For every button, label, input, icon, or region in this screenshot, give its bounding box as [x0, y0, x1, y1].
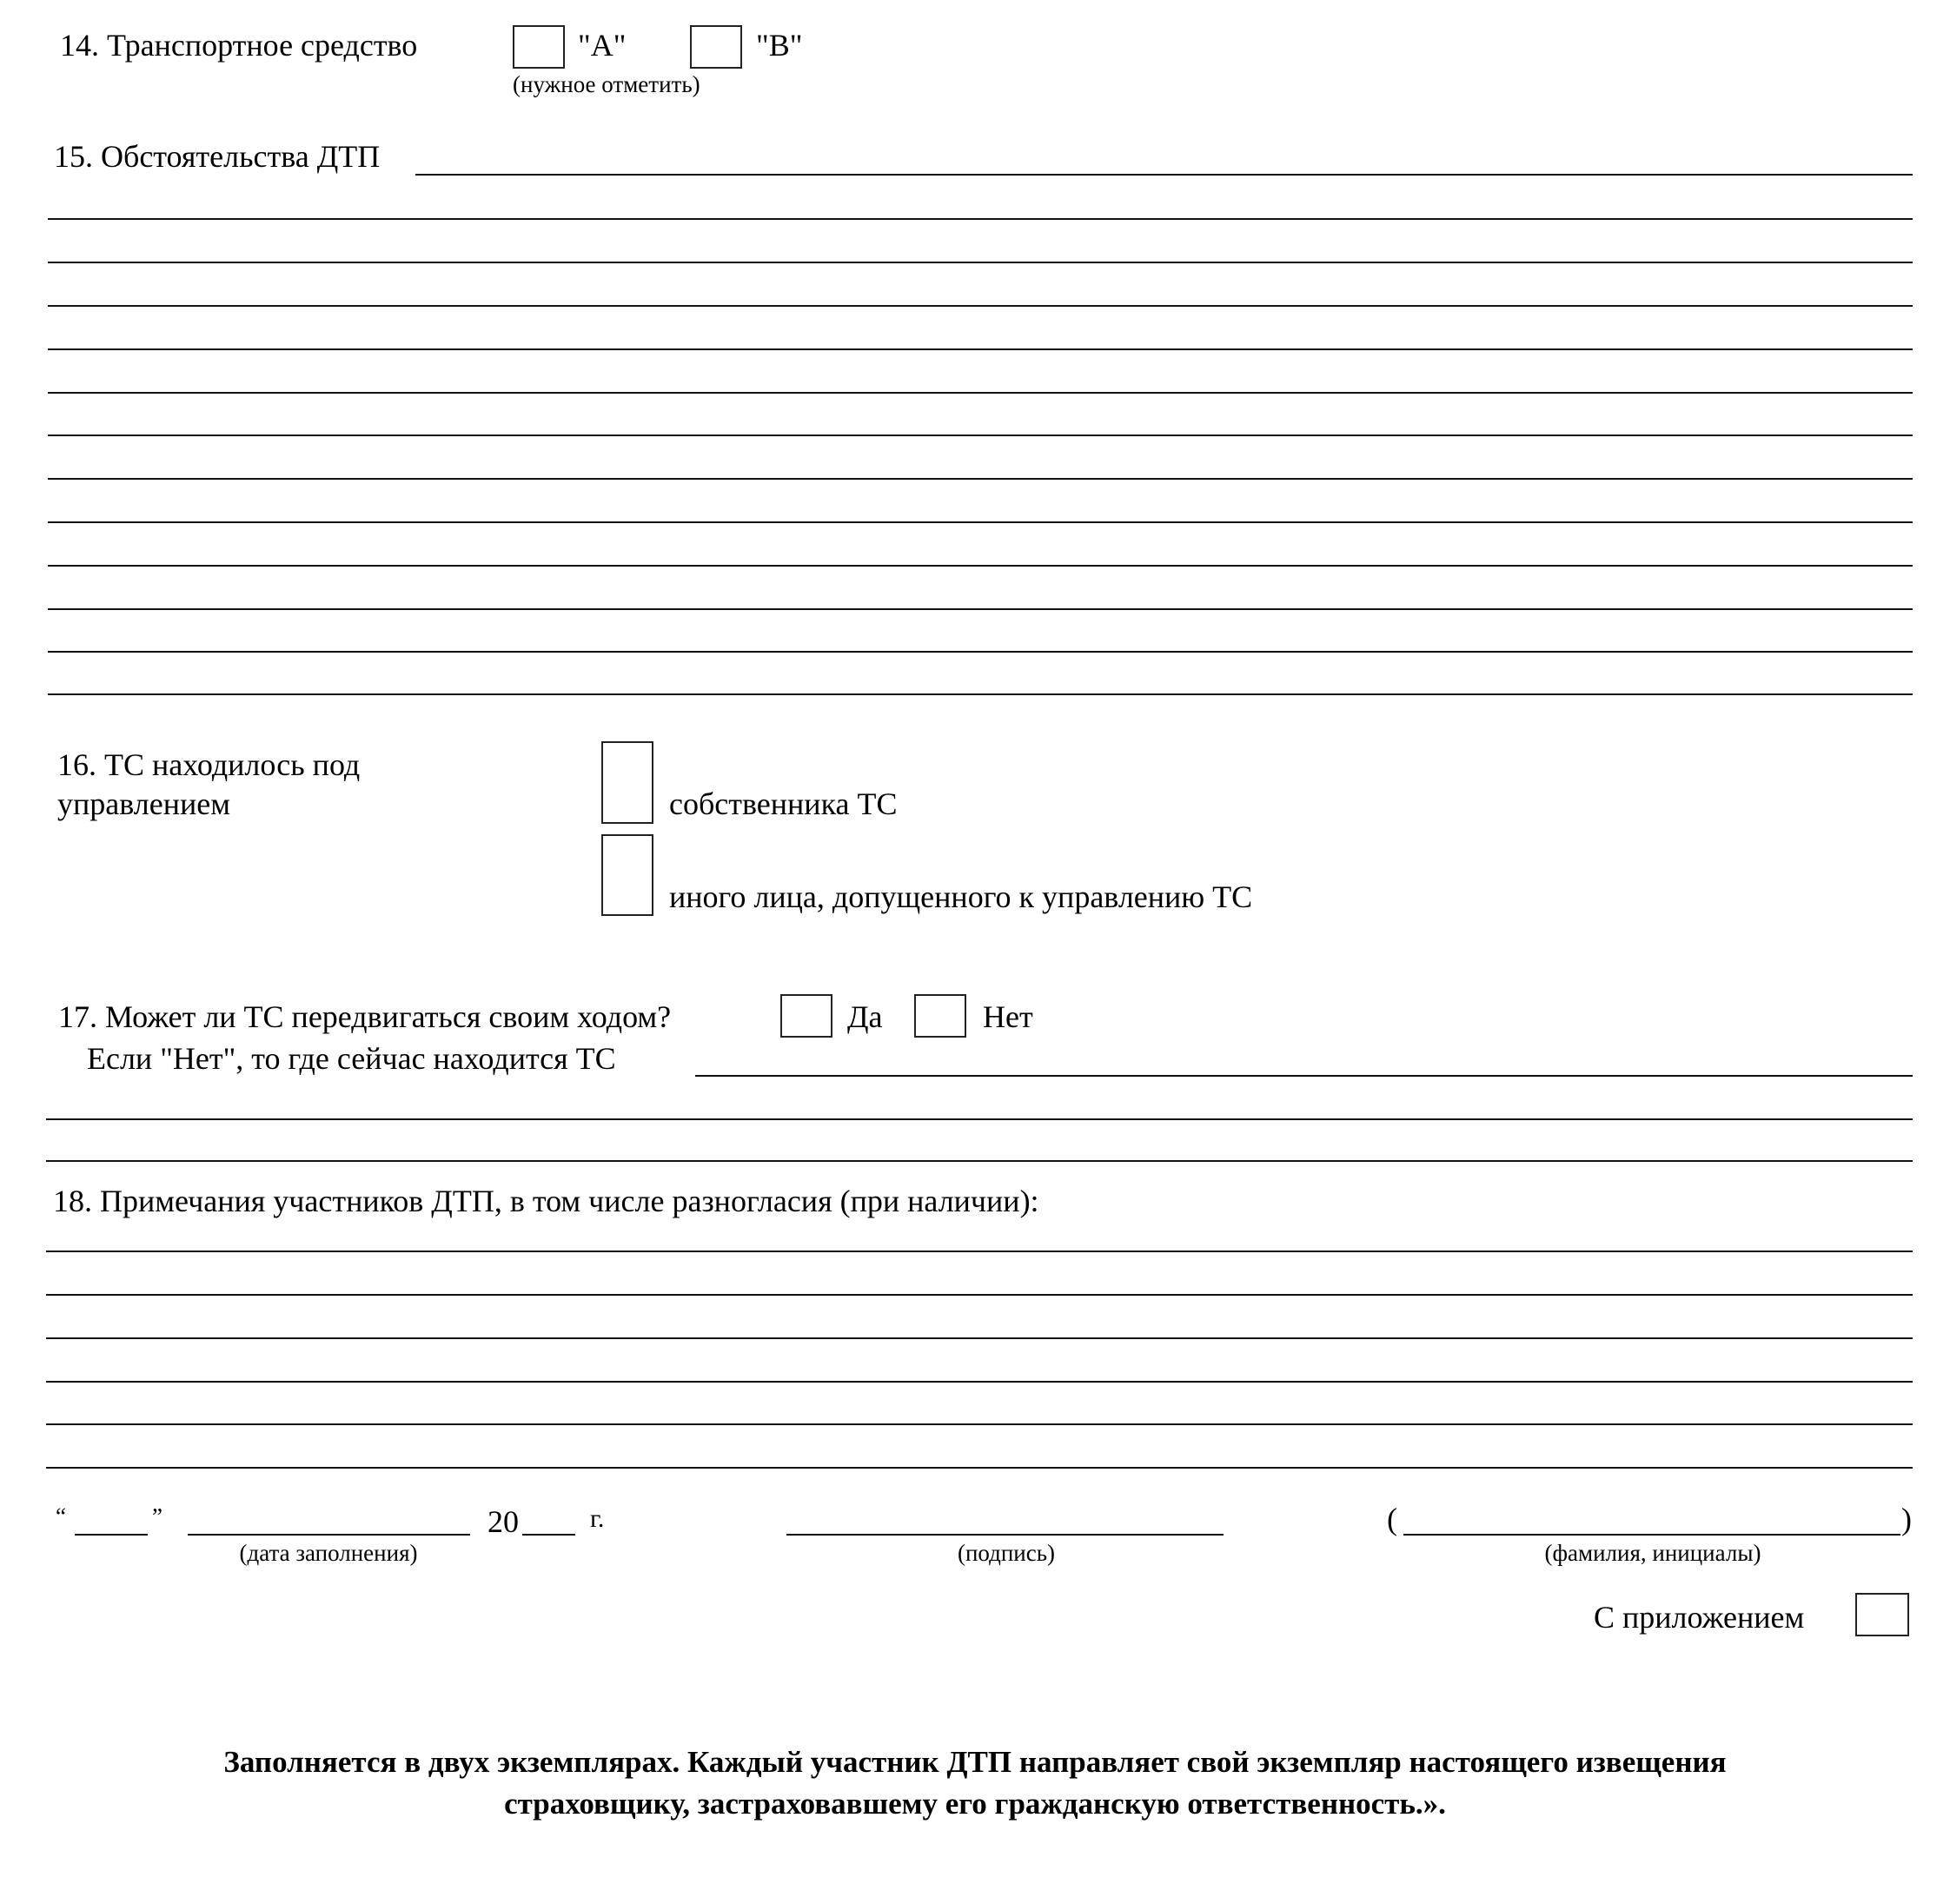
- remarks-line-2[interactable]: [46, 1294, 1913, 1296]
- circumstances-line-8[interactable]: [48, 521, 1913, 523]
- name-caption: (фамилия, инициалы): [1544, 1540, 1761, 1566]
- section-16-label-line2: управлением: [57, 786, 231, 821]
- vehicle-b-checkbox[interactable]: [690, 25, 742, 69]
- year-prefix: 20: [488, 1504, 519, 1539]
- year-suffix: г.: [590, 1504, 605, 1533]
- circumstances-line-11[interactable]: [48, 651, 1913, 653]
- vehicle-location-line-0[interactable]: [695, 1075, 1913, 1077]
- mobility-no-checkbox[interactable]: [914, 994, 966, 1038]
- vehicle-location-line-1[interactable]: [46, 1118, 1913, 1120]
- mobility-yes-label: Да: [847, 999, 883, 1034]
- section-16-label-line1: 16. ТС находилось под: [57, 747, 361, 782]
- vehicle-location-line-2[interactable]: [46, 1160, 1913, 1162]
- circumstances-line-5[interactable]: [48, 392, 1913, 394]
- vehicle-b-label: "B": [756, 28, 803, 63]
- section-14-label: 14. Транспортное средство: [60, 28, 418, 63]
- driver-other-label: иного лица, допущенного к управлению ТС: [669, 879, 1253, 914]
- day-open-quote: “: [56, 1503, 66, 1529]
- signature-caption: (подпись): [957, 1540, 1056, 1566]
- circumstances-line-0[interactable]: [415, 174, 1913, 176]
- remarks-line-1[interactable]: [46, 1251, 1913, 1252]
- remarks-line-3[interactable]: [46, 1337, 1913, 1339]
- vehicle-location-label: Если "Нет", то где сейчас находится ТС: [87, 1041, 616, 1076]
- name-close-paren: ): [1901, 1502, 1912, 1536]
- name-field[interactable]: [1403, 1534, 1900, 1536]
- circumstances-line-6[interactable]: [48, 435, 1913, 436]
- circumstances-line-10[interactable]: [48, 608, 1913, 610]
- driver-other-checkbox[interactable]: [601, 834, 653, 916]
- footer-note-line2: страховщику, застраховавшему его гражданскую ответственность.».: [504, 1787, 1446, 1821]
- circumstances-line-4[interactable]: [48, 348, 1913, 350]
- day-field[interactable]: [75, 1534, 148, 1536]
- circumstances-line-9[interactable]: [48, 565, 1913, 567]
- circumstances-line-12[interactable]: [48, 693, 1913, 695]
- circumstances-line-7[interactable]: [48, 478, 1913, 480]
- vehicle-a-checkbox[interactable]: [513, 25, 565, 69]
- section-14-hint: (нужное отметить): [513, 71, 700, 97]
- month-field[interactable]: [188, 1534, 470, 1536]
- signature-field[interactable]: [786, 1534, 1224, 1536]
- mobility-yes-checkbox[interactable]: [780, 994, 832, 1038]
- date-caption: (дата заполнения): [239, 1540, 418, 1566]
- mobility-no-label: Нет: [983, 999, 1033, 1034]
- driver-owner-label: собственника ТС: [669, 786, 898, 821]
- remarks-line-4[interactable]: [46, 1381, 1913, 1383]
- section-17-question: 17. Может ли ТС передвигаться своим ходом?: [58, 999, 672, 1034]
- attachment-checkbox[interactable]: [1855, 1593, 1909, 1636]
- circumstances-line-2[interactable]: [48, 262, 1913, 263]
- circumstances-line-1[interactable]: [48, 218, 1913, 220]
- section-15-label: 15. Обстоятельства ДТП: [54, 139, 381, 174]
- remarks-line-6[interactable]: [46, 1467, 1913, 1469]
- section-18-label: 18. Примечания участников ДТП, в том числе разногласия (при наличии):: [53, 1184, 1039, 1218]
- driver-owner-checkbox[interactable]: [601, 741, 653, 824]
- vehicle-a-label: "A": [578, 28, 627, 63]
- attachment-label: С приложением: [1594, 1600, 1805, 1635]
- year-field[interactable]: [522, 1534, 575, 1536]
- day-close-quote: ”: [152, 1503, 162, 1529]
- circumstances-line-3[interactable]: [48, 305, 1913, 307]
- remarks-line-5[interactable]: [46, 1423, 1913, 1425]
- name-open-paren: (: [1387, 1502, 1397, 1536]
- footer-note-line1: Заполняется в двух экземплярах. Каждый участник ДТП направляет свой экземпляр настоящего извещения: [223, 1745, 1727, 1779]
